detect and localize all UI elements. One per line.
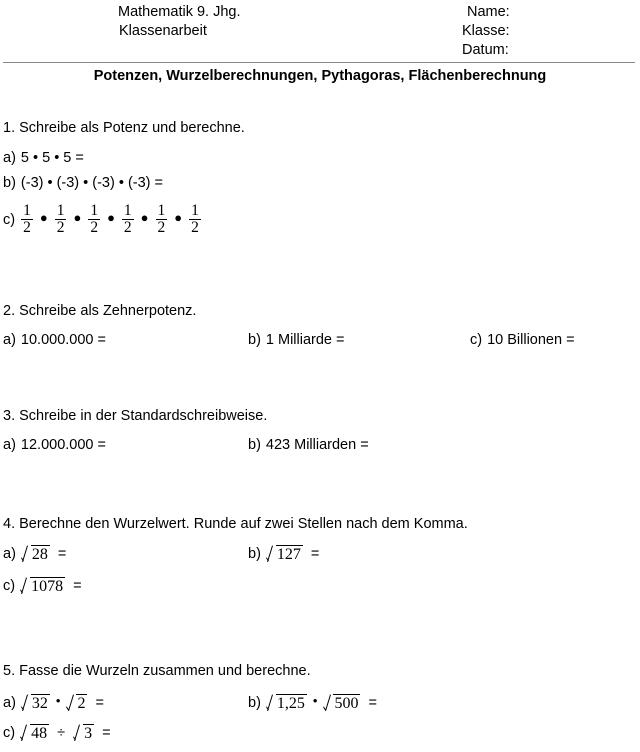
- square-root-icon: [20, 724, 49, 742]
- exercise-3-item-b: [248, 436, 369, 454]
- item-label-a: a): [3, 437, 16, 453]
- page-title: Potenzen, Wurzelberechnungen, Pythagoras, Flächenberechnung: [93, 68, 547, 84]
- radicand-value: 2: [77, 695, 86, 712]
- equals-sign: =: [310, 546, 320, 562]
- item-label-c: c): [470, 332, 483, 348]
- item-expression-b: 1 Milliarde =: [265, 332, 345, 348]
- equals-sign: =: [57, 546, 67, 562]
- fraction-one-half-1: [21, 203, 33, 237]
- fraction-one-half-2: [55, 203, 67, 237]
- exercise-4-item-b: [248, 545, 319, 563]
- radicand-value: 1,25: [276, 695, 305, 712]
- exercise-4-item-a: [3, 545, 66, 563]
- field-label-klasse: Klasse:: [462, 23, 510, 39]
- fraction-numerator: 1: [23, 202, 31, 219]
- item-label-c: c): [3, 725, 16, 741]
- exercise-1-item-a: [3, 149, 84, 167]
- item-label-b: b): [248, 437, 261, 453]
- equals-sign: =: [102, 725, 111, 741]
- item-label-a: a): [3, 695, 16, 711]
- fraction-denominator: 2: [157, 219, 166, 237]
- fraction-one-half-4: [122, 203, 134, 237]
- item-label-b: b): [248, 332, 261, 348]
- item-expression-a: 12.000.000 =: [20, 437, 106, 453]
- item-expression-b: (-3) • (-3) • (-3) • (-3) =: [20, 175, 164, 191]
- exercise-5-item-b: [248, 692, 377, 712]
- radicand-value: 32: [31, 695, 48, 712]
- exercise-1-item-b: [3, 174, 163, 192]
- item-label-b: b): [248, 546, 261, 562]
- radical-sign: [21, 546, 32, 562]
- field-label-datum: Datum:: [462, 42, 509, 58]
- item-expression-b: 423 Milliarden =: [265, 437, 369, 453]
- item-label-b: b): [3, 175, 16, 191]
- exercise-5-item-c: [3, 724, 111, 742]
- radical-sign: [66, 695, 77, 711]
- radical-sign: [20, 725, 31, 741]
- square-root-icon: [20, 577, 65, 595]
- square-root-icon: [66, 694, 87, 712]
- item-expression-a: 10.000.000 =: [20, 332, 106, 348]
- multiplication-dot-icon: ●: [140, 209, 149, 225]
- exercise-1-heading: 1. Schreibe als Potenz und berechne.: [3, 120, 245, 136]
- header-student-fields: [462, 3, 510, 60]
- radical-sign: [266, 546, 277, 562]
- item-label-c: c): [3, 211, 16, 228]
- fraction-denominator: 2: [56, 219, 65, 237]
- header-exam-type-line: Klassenarbeit: [119, 23, 207, 39]
- fraction-one-half-6: [189, 203, 201, 237]
- exercise-3-heading: 3. Schreibe in der Standardschreibweise.: [3, 408, 268, 424]
- fraction-denominator: 2: [90, 219, 99, 237]
- radical-sign: [266, 695, 277, 711]
- radicand-value: 500: [334, 695, 359, 712]
- item-expression-a: 5 • 5 • 5 =: [20, 150, 84, 166]
- fraction-numerator: 1: [123, 202, 132, 219]
- square-root-icon: [21, 545, 50, 563]
- item-label-b: b): [248, 695, 261, 711]
- multiplication-dot-icon: •: [55, 693, 61, 708]
- fraction-numerator: 1: [56, 202, 65, 219]
- exercise-1-item-c: [3, 203, 202, 237]
- item-label-a: a): [3, 332, 16, 348]
- radical-sign: [20, 578, 31, 594]
- multiplication-dot-icon: ●: [39, 209, 48, 225]
- fraction-denominator: 2: [191, 219, 199, 237]
- fraction-denominator: 2: [23, 219, 31, 237]
- radicand-value: 127: [276, 546, 301, 563]
- fraction-numerator: 1: [90, 202, 99, 219]
- exercise-2-item-c: [470, 331, 575, 349]
- header-subject-line: Mathematik 9. Jhg.: [118, 4, 241, 20]
- sheet-header: [0, 0, 640, 62]
- radicand-value: 28: [31, 546, 48, 563]
- item-expression-c: 10 Billionen =: [487, 332, 575, 348]
- fraction-one-half-3: [88, 203, 100, 237]
- exercise-2-heading: 2. Schreibe als Zehnerpotenz.: [3, 303, 197, 319]
- square-root-icon: [266, 694, 307, 712]
- item-label-a: a): [3, 546, 16, 562]
- division-sign-icon: ÷: [57, 725, 66, 741]
- radicand-value: 3: [84, 725, 93, 742]
- equals-sign: =: [95, 695, 104, 711]
- multiplication-dot-icon: •: [312, 693, 318, 708]
- fraction-denominator: 2: [123, 219, 132, 237]
- radical-sign: [323, 695, 334, 711]
- radical-sign: [73, 725, 84, 741]
- header-divider: [3, 62, 635, 63]
- multiplication-dot-icon: ●: [174, 209, 183, 225]
- exercise-2-item-a: [3, 331, 106, 349]
- fraction-one-half-5: [156, 203, 168, 237]
- fraction-numerator: 1: [157, 202, 166, 219]
- exercise-2-item-b: [248, 331, 344, 349]
- square-root-icon: [323, 694, 360, 712]
- exercise-5-heading: 5. Fasse die Wurzeln zusammen und berechne.: [3, 663, 311, 679]
- fraction-numerator: 1: [191, 202, 199, 219]
- header-subject-block: [118, 3, 241, 41]
- item-label-a: a): [3, 150, 16, 166]
- radicand-value: 1078: [31, 578, 64, 595]
- multiplication-dot-icon: ●: [107, 209, 115, 225]
- radical-sign: [21, 695, 32, 711]
- equals-sign: =: [368, 695, 377, 711]
- square-root-icon: [266, 545, 303, 563]
- radicand-value: 48: [31, 725, 48, 742]
- exercise-5-item-a: [3, 692, 104, 712]
- field-label-name: Name:: [467, 4, 510, 20]
- exercise-4-heading: 4. Berechne den Wurzelwert. Runde auf zwei Stellen nach dem Komma.: [3, 516, 468, 532]
- item-label-c: c): [3, 578, 16, 594]
- exercise-4-item-c: [3, 577, 82, 595]
- exercise-3-item-a: [3, 436, 106, 454]
- multiplication-dot-icon: ●: [73, 209, 82, 225]
- equals-sign: =: [73, 578, 82, 594]
- square-root-icon: [21, 694, 50, 712]
- square-root-icon: [73, 724, 94, 742]
